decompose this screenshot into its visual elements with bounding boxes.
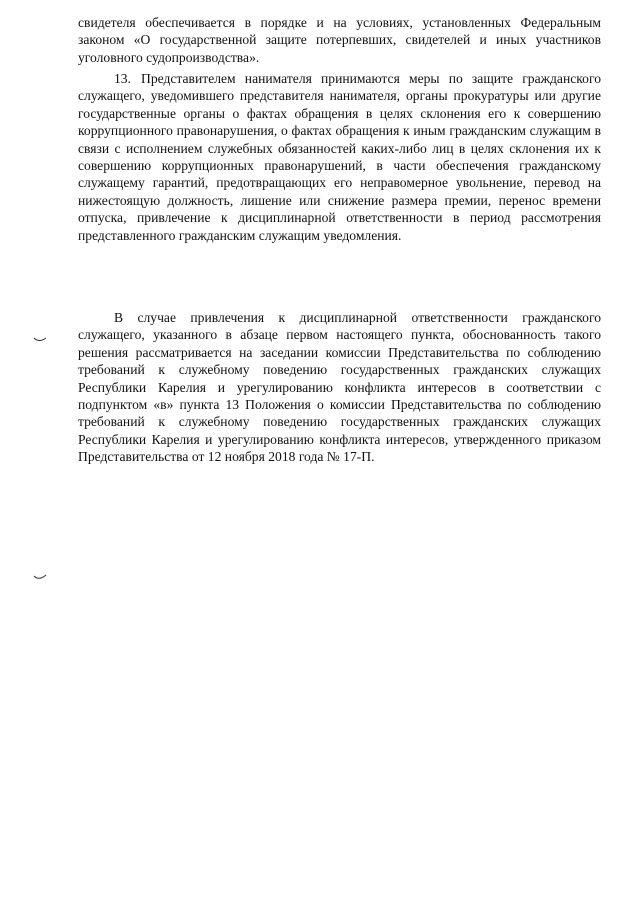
paragraph-number: 13. (114, 71, 131, 86)
paragraph-disciplinary: В случае привлечения к дисциплинарной ответственности гражданского служащего, указанного в абзаце первом настоящего пункта, обоснованность такого решения рассматривается на заседании комиссии Представительства по соблюдению требований к служебному поведению государственных гражданских служащих Республики Карелия и урегулированию конфликта интересов в соответствии с подпунктом «в» пункта 13 Положения о комиссии Представительства по соблюдению требований к служебному поведению государственных гражданских служащих Республики Карелия и урегулированию конфликта интересов, утвержденного приказом Представительства от 12 ноября 2018 года № 17-П. (78, 310, 601, 465)
paragraph-13 (78, 70, 601, 244)
margin-pen-mark (33, 573, 47, 581)
margin-pen-mark (33, 335, 47, 343)
paragraph-13-text: Представителем нанимателя принимаются меры по защите гражданского служащего, уведомившего представителя нанимателя, органы прокуратуры или другие государственные органы о фактах обращения в целях склонения его к совершению коррупционного правонарушения, о фактах обращения к иным гражданским служащим в связи с исполнением служебных обязанностей каких-либо лиц в целях склонения их к совершению коррупционных правонарушений, в части обеспечения гражданскому служащему гарантий, предотвращающих его неправомерное увольнение, перевод на нижестоящую должность, лишение или снижение размера премии, перенос времени отпуска, привлечение к дисциплинарной ответственности в период рассмотрения представленного гражданским служащим уведомления. (78, 71, 601, 243)
paragraph-continuation: свидетеля обеспечивается в порядке и на условиях, установленных Федеральным законом «О государственной защите потерпевших, свидетелей и иных участников уголовного судопроизводства». (78, 15, 601, 65)
